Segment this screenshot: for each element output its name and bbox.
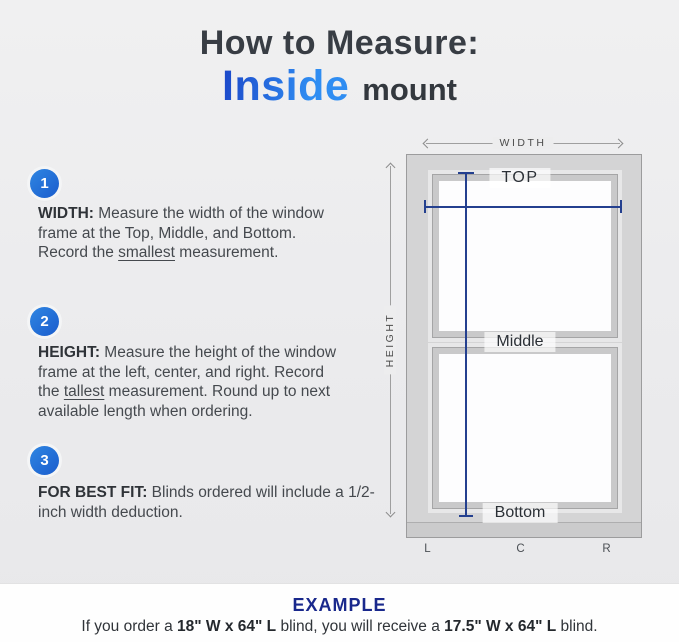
example-text-3: blind. [556,618,598,635]
step-2-body: Measure the height of the window frame at the left, center, and right. Record the [38,344,337,400]
arrow-up-icon [385,163,395,173]
height-arrow [383,164,397,516]
step-3-badge: 3 [30,446,59,475]
step-1-label: WIDTH: [38,205,94,222]
width-measure-tick-left [424,200,426,213]
page-subtitle [0,62,679,111]
example-text-1: If you order a [81,618,178,635]
step-2-body-end: measurement. Round up to next available length when ordering. [38,383,331,420]
width-dimension-label: WIDTH [493,137,554,149]
step-2-badge: 2 [30,307,59,336]
width-measure-tick-right [620,200,622,213]
marker-right: R [602,543,612,555]
example-text-2: blind, you will receive a [276,618,445,635]
width-arrow [424,136,622,150]
marker-center: C [516,543,526,555]
height-measure-tick-bottom [459,515,473,517]
step-1-body-end: measurement. [175,244,279,261]
label-bottom: Bottom [483,503,558,523]
step-3-text [38,483,380,522]
step-1-underlined-word: smallest [118,244,175,261]
label-top: TOP [489,168,550,188]
step-2-underlined-word: tallest [63,383,105,400]
arrow-down-icon [385,508,395,518]
page-title: How to Measure: [199,24,480,62]
step-1-badge: 1 [30,169,59,198]
step-2-label: HEIGHT: [38,344,100,361]
example-footer [0,583,679,642]
example-sentence [0,618,679,636]
subtitle-highlight: Inside [222,62,350,110]
label-middle: Middle [484,332,555,352]
height-measure-line [465,173,467,517]
window-sill [407,522,641,537]
step-3-label: FOR BEST FIT: [38,484,148,501]
window-lower-sash [433,348,617,508]
step-1-body: Measure the width of the window frame at the Top, Middle, and Bottom. Record the [38,205,324,261]
step-3-body: Blinds ordered will include a 1/2-inch width deduction. [38,484,375,521]
example-ordered-size: 18" W x 64" L [177,618,277,635]
step-2-text [38,343,343,421]
height-dimension-label: HEIGHT [384,306,396,375]
subtitle-suffix: mount [362,72,457,107]
height-measure-tick-top [458,172,474,174]
width-measure-line [425,206,621,208]
example-heading: EXAMPLE [292,595,387,615]
example-received-size: 17.5" W x 64" L [444,618,557,635]
window-upper-sash [433,175,617,337]
step-1-text [38,204,343,263]
arrow-right-icon [614,138,624,148]
arrow-left-icon [423,138,433,148]
marker-left: L [424,543,432,555]
